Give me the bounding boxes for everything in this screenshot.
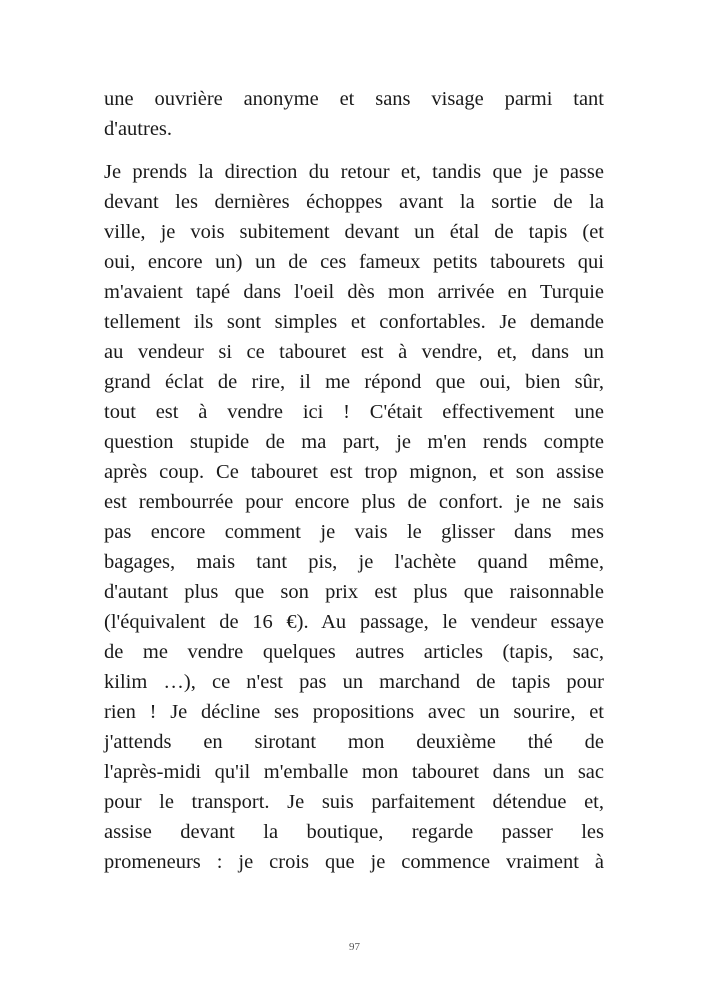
text-line: oui, encore un) un de ces fameux petits tabourets qui	[104, 251, 604, 273]
text-line: pas encore comment je vais le glisser dans mes	[104, 521, 604, 543]
text-line: promeneurs : je crois que je commence vraiment à	[104, 851, 604, 873]
text-line: d'autant plus que son prix est plus que raisonnable	[104, 581, 604, 603]
text-line: d'autres.	[104, 118, 173, 140]
text-line: ville, je vois subitement devant un étal de tapis (et	[104, 221, 604, 243]
text-line: tout est à vendre ici ! C'était effectivement une	[104, 401, 604, 423]
text-line: au vendeur si ce tabouret est à vendre, et, dans un	[104, 341, 604, 363]
text-line: (l'équivalent de 16 €). Au passage, le vendeur essaye	[104, 611, 604, 633]
text-line: une ouvrière anonyme et sans visage parmi tant	[104, 88, 604, 110]
paragraph	[104, 84, 604, 144]
text-line: après coup. Ce tabouret est trop mignon, et son assise	[104, 461, 604, 483]
page-number: 97	[349, 941, 360, 953]
text-line: tellement ils sont simples et confortables. Je demande	[104, 311, 604, 333]
text-line: assise devant la boutique, regarde passer les	[104, 821, 604, 843]
text-line: est rembourrée pour encore plus de confort. je ne sais	[104, 491, 604, 513]
text-line: grand éclat de rire, il me répond que oui, bien sûr,	[104, 371, 604, 393]
text-line: question stupide de ma part, je m'en rends compte	[104, 431, 604, 453]
text-line: bagages, mais tant pis, je l'achète quand même,	[104, 551, 604, 573]
text-line: m'avaient tapé dans l'oeil dès mon arrivée en Turquie	[104, 281, 604, 303]
text-line: rien ! Je décline ses propositions avec un sourire, et	[104, 701, 604, 723]
text-line: pour le transport. Je suis parfaitement détendue et,	[104, 791, 604, 813]
text-line: kilim …), ce n'est pas un marchand de tapis pour	[104, 671, 604, 693]
text-line: Je prends la direction du retour et, tandis que je passe	[104, 161, 604, 183]
text-line: de me vendre quelques autres articles (tapis, sac,	[104, 641, 604, 663]
text-line: j'attends en sirotant mon deuxième thé de	[104, 731, 604, 753]
text-line: devant les dernières échoppes avant la sortie de la	[104, 191, 604, 213]
paragraph	[104, 157, 604, 877]
text-line: l'après-midi qu'il m'emballe mon tabouret dans un sac	[104, 761, 604, 783]
